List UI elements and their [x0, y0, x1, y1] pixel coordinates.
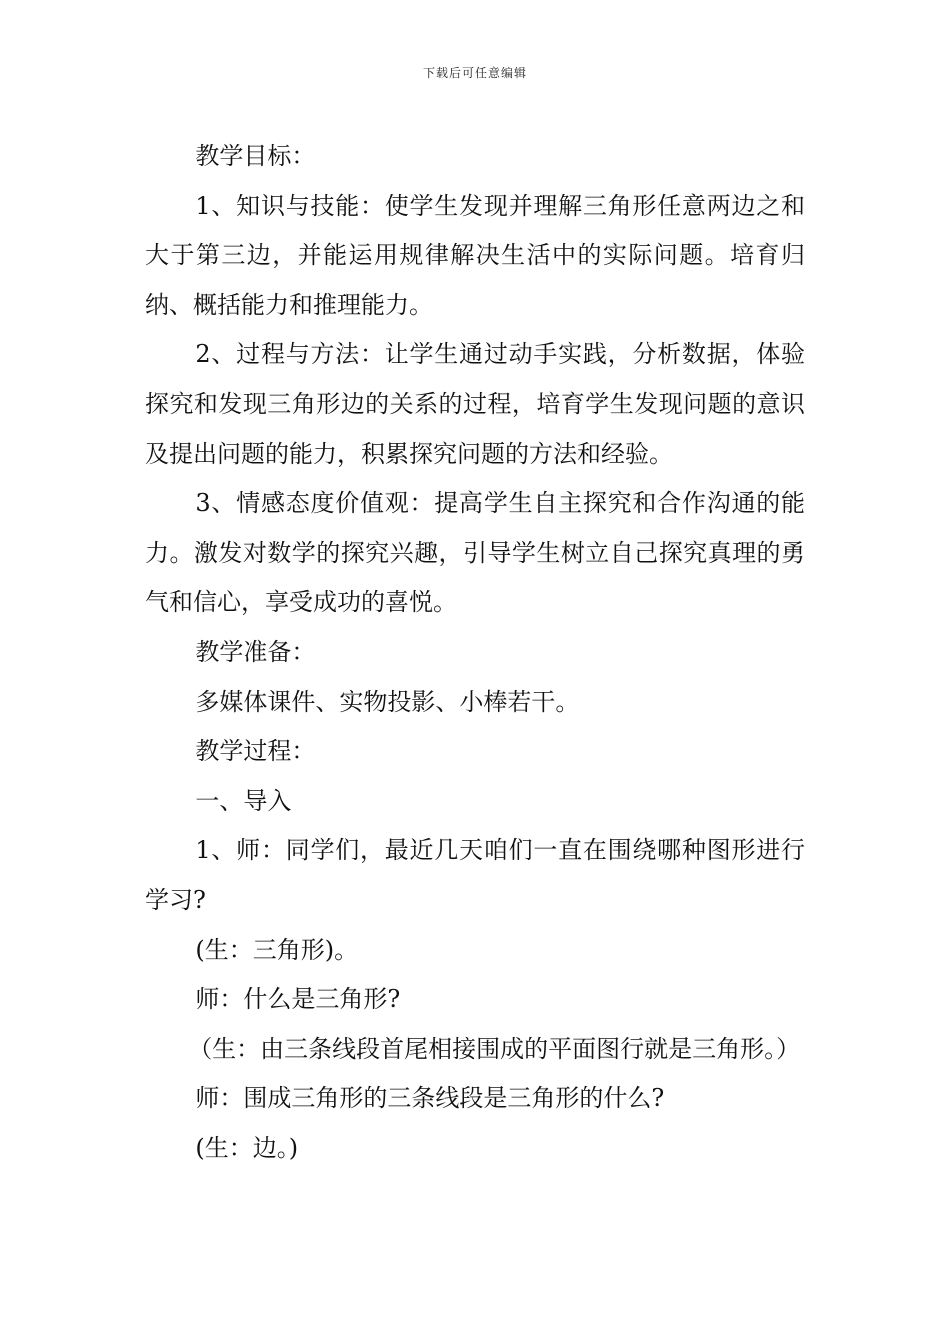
paragraph-student-answer-2: （生：由三条线段首尾相接围成的平面图行就是三角形。）: [188, 1034, 801, 1063]
heading-teaching-goals: 教学目标：: [195, 142, 316, 170]
page-header: 下载后可任意编辑: [422, 66, 527, 80]
paragraph-student-answer-3: (生：边。): [195, 1133, 299, 1162]
paragraph-teacher-question-3: 师：围成三角形的三条线段是三角形的什么?: [195, 1084, 665, 1113]
heading-teaching-process: 教学过程：: [195, 737, 316, 766]
document-body: [145, 132, 805, 1173]
paragraph-materials: 多媒体课件、实物投影、小棒若干。: [195, 687, 580, 716]
section-introduction: 一、导入: [195, 786, 292, 815]
paragraph-process-method: 2、过程与方法：让学生通过动手实践，分析数据，体验探究和发现三角形边的关系的过程，培育学生发现问题的意识及提出问题的能力，积累探究问题的方法和经验。: [145, 340, 805, 468]
heading-teaching-preparation: 教学准备：: [195, 637, 316, 666]
paragraph-teacher-question-2: 师：什么是三角形?: [195, 985, 401, 1014]
paragraph-knowledge-skills: 1、知识与技能：使学生发现并理解三角形任意两边之和大于第三边，并能运用规律解决生活中的实际问题。培育归纳、概括能力和推理能力。: [145, 191, 805, 319]
paragraph-student-answer-1: (生：三角形)。: [195, 935, 359, 964]
paragraph-teacher-question-1: 1、师：同学们，最近几天咱们一直在围绕哪种图形进行学习?: [145, 836, 805, 914]
paragraph-emotion-values: 3、情感态度价值观：提高学生自主探究和合作沟通的能力。激发对数学的探究兴趣，引导学生树立自己探究真理的勇气和信心，享受成功的喜悦。: [145, 489, 805, 617]
